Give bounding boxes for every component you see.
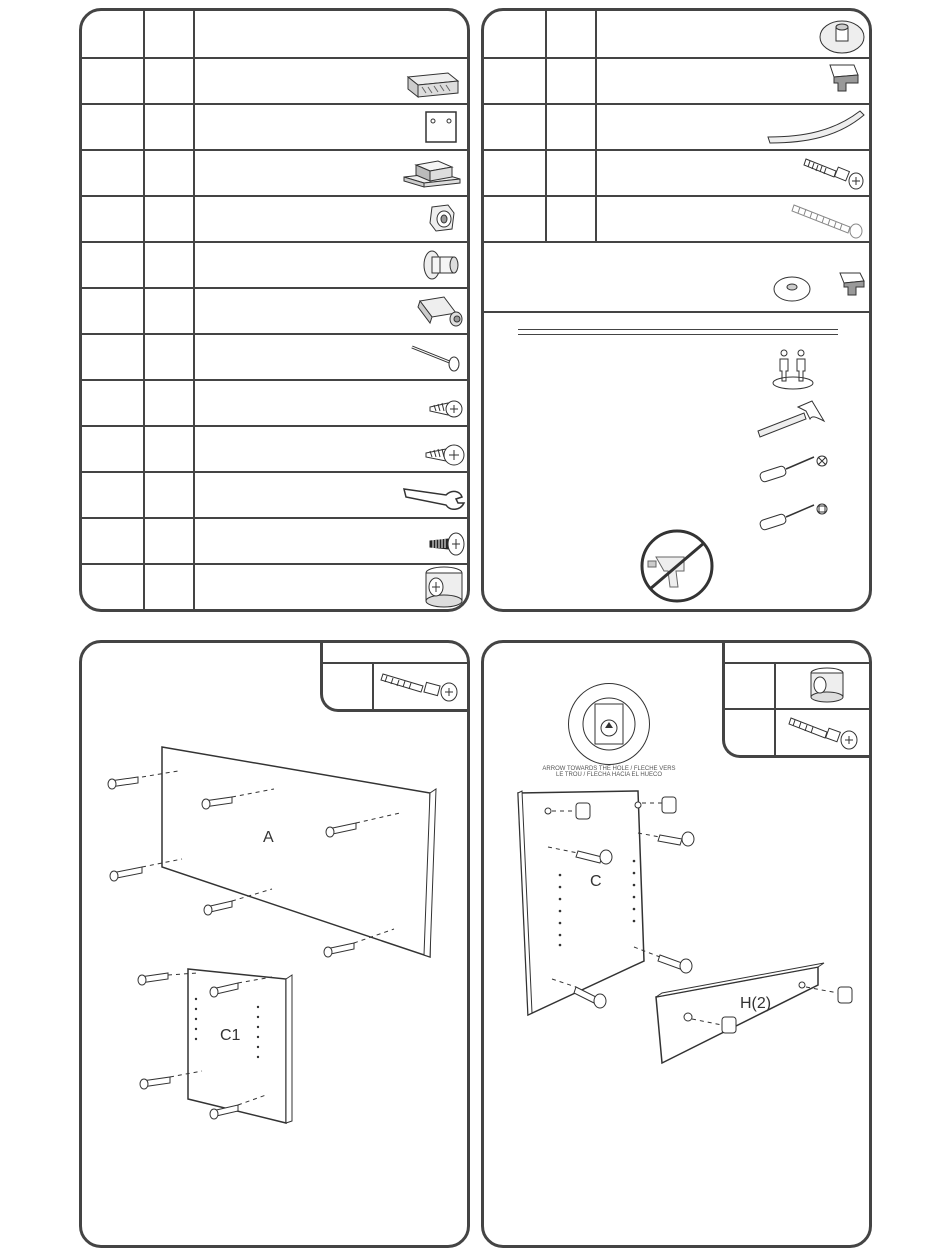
short-screw-icon	[426, 395, 466, 423]
flat-head-screw-icon	[422, 439, 466, 471]
panel-a-label: A	[263, 829, 274, 846]
parts-row	[82, 425, 467, 471]
panel-h	[656, 963, 824, 1063]
wrench-icon	[400, 481, 466, 513]
cam-bolt-icon	[802, 151, 868, 191]
no-power-drill-icon	[638, 527, 716, 605]
panel-h-label: H(2)	[740, 995, 772, 1012]
nail-icon	[408, 341, 466, 373]
handle-icon	[764, 107, 868, 147]
nut-icon	[422, 201, 462, 237]
parts-row	[484, 57, 869, 103]
parts-row	[82, 379, 467, 425]
step1-panel	[79, 640, 470, 1248]
two-person-icon	[770, 345, 816, 391]
parts-row	[82, 241, 467, 287]
panel-c	[518, 791, 644, 1015]
panel-a	[162, 747, 436, 957]
cam-lock-plate-icon	[402, 67, 462, 99]
flat-screwdriver-icon	[756, 495, 832, 535]
furniture-glide-icon	[816, 13, 866, 55]
step2-panel	[481, 640, 872, 1248]
shelf-support-icon	[824, 59, 868, 99]
panel-c-label: C	[590, 873, 602, 890]
parts-panel-left	[79, 8, 470, 612]
parts-row	[82, 287, 467, 333]
machine-screw-icon	[426, 529, 468, 559]
support-tip-icon	[836, 269, 870, 305]
wood-screw-icon	[790, 197, 870, 239]
parts-panel-right	[481, 8, 872, 612]
parts-row	[82, 103, 467, 149]
panel-c1-label: C1	[220, 1027, 241, 1044]
magnetic-catch-icon	[400, 155, 466, 191]
metal-plate-icon	[412, 109, 462, 145]
panel-c1	[188, 969, 292, 1123]
parts-row	[82, 563, 467, 609]
connector-bolt-icon	[414, 291, 466, 331]
tools-underline	[518, 329, 838, 335]
flange-bolt-icon	[416, 245, 466, 285]
cam-lock-icon	[418, 565, 468, 611]
parts-row	[82, 195, 467, 241]
phillips-screwdriver-icon	[756, 447, 832, 487]
parts-row	[82, 517, 467, 563]
glide-tip-icon	[772, 273, 812, 303]
step1-diagram	[82, 643, 470, 1248]
step2-diagram	[484, 643, 872, 1248]
arrow-instruction-text: ARROW TOWARDS THE HOLE / FLECHE VERS LE TROU / FLECHA HACIA EL HUECO	[542, 766, 676, 778]
hammer-icon	[754, 393, 834, 439]
